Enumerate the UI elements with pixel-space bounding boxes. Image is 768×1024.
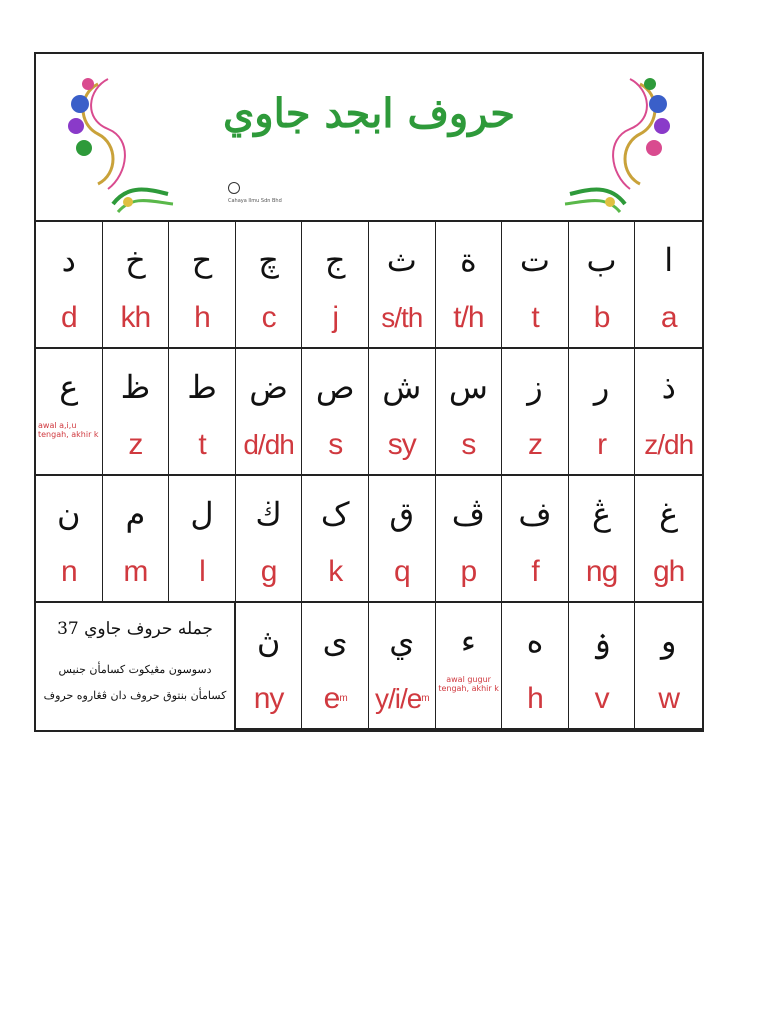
jawi-letter: ڽ	[256, 622, 281, 660]
letter-cell	[436, 603, 503, 730]
letter-cell	[569, 476, 636, 603]
letter-cell	[103, 476, 170, 603]
letter-cell	[569, 349, 636, 476]
latin-text: e	[323, 682, 340, 715]
letter-cell	[103, 222, 170, 349]
latin-text: sy	[387, 428, 416, 461]
letter-cell	[369, 349, 436, 476]
latin-equivalent	[569, 556, 635, 588]
jawi-letter: ف	[518, 495, 552, 533]
latin-text: m	[123, 555, 148, 588]
latin-text: z	[527, 428, 542, 461]
latin-equivalent	[103, 302, 169, 334]
latin-equivalent	[502, 302, 568, 334]
jawi-letter: خ	[125, 241, 146, 279]
latin-equivalent	[36, 302, 102, 334]
jawi-letter: ر	[593, 368, 610, 406]
latin-equivalent	[436, 556, 502, 588]
letter-cell	[569, 222, 636, 349]
latin-equivalent	[635, 429, 702, 461]
letter-cell	[436, 349, 503, 476]
latin-text: s	[328, 428, 343, 461]
jawi-letter: ض	[249, 368, 288, 406]
latin-equivalent	[436, 302, 502, 334]
letter-cell	[436, 476, 503, 603]
latin-text: t	[531, 301, 539, 334]
latin-text: n	[60, 555, 77, 588]
latin-equivalent	[369, 302, 435, 334]
logo-text: Cahaya Ilmu Sdn Bhd	[228, 198, 282, 204]
jawi-letter: ي	[389, 622, 415, 660]
letter-cell	[302, 349, 369, 476]
letter-cell	[236, 476, 303, 603]
jawi-letter: ء	[460, 622, 476, 660]
letter-cell	[302, 222, 369, 349]
position-note: awal a,i,u tengah, akhir k	[38, 421, 99, 439]
letter-cell	[369, 603, 436, 730]
logo-icon	[228, 182, 240, 194]
letter-cell	[502, 476, 569, 603]
latin-text: ng	[585, 555, 618, 588]
letter-cell	[502, 222, 569, 349]
latin-text: gh	[653, 555, 685, 588]
latin-equivalent	[236, 556, 302, 588]
latin-equivalent	[302, 302, 368, 334]
latin-text: c	[261, 301, 276, 334]
latin-text: f	[531, 555, 539, 588]
latin-equivalent	[302, 556, 368, 588]
letter-cell	[236, 349, 303, 476]
jawi-letter: ۏ	[592, 622, 611, 660]
latin-equivalent	[569, 683, 635, 715]
jawi-alphabet-chart	[34, 52, 704, 732]
letter-cell	[502, 349, 569, 476]
jawi-letter: غ	[659, 495, 679, 533]
latin-equivalent	[236, 302, 302, 334]
latin-text: t/h	[453, 301, 484, 334]
latin-text: h	[527, 682, 543, 715]
latin-equivalent	[635, 302, 702, 334]
latin-text: kh	[120, 301, 151, 334]
jawi-letter: ت	[519, 241, 551, 279]
latin-equivalent	[502, 556, 568, 588]
latin-equivalent	[635, 683, 702, 715]
letter-cell	[436, 222, 503, 349]
latin-equivalent	[169, 429, 235, 461]
jawi-letter: ص	[315, 368, 355, 406]
chart-title: حروف ابجد جاوي	[222, 90, 516, 137]
jawi-letter: ب	[586, 241, 617, 279]
latin-equivalent	[502, 429, 568, 461]
latin-text: z/dh	[644, 429, 694, 460]
letter-cell	[236, 603, 303, 730]
latin-equivalent	[436, 429, 502, 461]
jawi-letter: ة	[460, 241, 477, 279]
letter-cell	[169, 476, 236, 603]
letter-cell	[169, 349, 236, 476]
latin-text: k	[328, 555, 343, 588]
publisher-logo	[228, 182, 298, 212]
jawi-letter: ڠ	[592, 495, 612, 533]
letter-cell	[36, 476, 103, 603]
latin-equivalent	[369, 429, 435, 461]
latin-text: z	[128, 428, 143, 461]
jawi-letter: س	[448, 368, 488, 406]
jawi-letter: ل	[190, 495, 214, 533]
latin-superscript: m	[339, 693, 347, 704]
latin-equivalent	[302, 683, 368, 715]
latin-equivalent	[236, 683, 302, 715]
letter-cell	[635, 349, 702, 476]
latin-text: w	[658, 682, 680, 715]
latin-equivalent	[236, 429, 302, 461]
latin-text: r	[597, 428, 607, 461]
latin-text: p	[460, 555, 477, 588]
letter-cell	[635, 603, 702, 730]
letter-cell	[369, 222, 436, 349]
jawi-letter: م	[125, 495, 146, 533]
latin-text: s	[461, 428, 476, 461]
jawi-letter: ث	[386, 241, 417, 279]
letter-cell	[635, 476, 702, 603]
latin-text: ny	[253, 682, 284, 715]
info-arrangement-detail: کسامأن بنتوق حروف دان ڤڠاروه حروف	[43, 689, 227, 702]
letter-cell	[569, 603, 636, 730]
jawi-letter: د	[61, 241, 76, 279]
latin-text: j	[332, 301, 339, 334]
latin-text: l	[199, 555, 205, 588]
letter-cell	[635, 222, 702, 349]
info-total: جمله حروف جاوي 37	[57, 619, 213, 639]
latin-equivalent	[36, 556, 102, 588]
jawi-letter: ط	[187, 368, 217, 406]
latin-equivalent	[169, 302, 235, 334]
jawi-letter: ى	[322, 622, 348, 660]
jawi-letter: ڬ	[255, 495, 282, 533]
jawi-letter: ز	[527, 368, 543, 406]
latin-text: a	[660, 301, 677, 334]
letter-cell	[369, 476, 436, 603]
jawi-letter: ح	[191, 241, 213, 279]
floral-ornament-right	[560, 64, 680, 214]
jawi-letter: چ	[258, 241, 279, 279]
jawi-letter: ک	[320, 495, 350, 533]
latin-equivalent	[302, 429, 368, 461]
latin-text: y/i/e	[374, 683, 422, 714]
letter-cell	[103, 349, 170, 476]
jawi-letter: و	[660, 622, 677, 660]
jawi-letter: ج	[324, 241, 346, 279]
latin-text: h	[194, 301, 210, 334]
jawi-letter: ش	[382, 368, 422, 406]
latin-equivalent	[502, 683, 568, 715]
jawi-letter: ق	[389, 495, 415, 533]
latin-text: s/th	[381, 302, 423, 333]
jawi-letter: ڤ	[451, 495, 485, 533]
jawi-letter: ن	[57, 495, 81, 533]
info-arrangement: دسوسون مڠيکوت کسامأن جنيس	[58, 663, 212, 676]
jawi-letter: ه	[526, 622, 544, 660]
chart-header	[36, 54, 702, 222]
jawi-letter: ع	[59, 368, 79, 406]
latin-equivalent	[169, 556, 235, 588]
position-note: awal gugur tengah, akhir k	[438, 675, 499, 693]
latin-text: d/dh	[243, 429, 294, 460]
latin-equivalent	[569, 302, 635, 334]
jawi-letter: ظ	[120, 368, 151, 406]
latin-text: d	[60, 301, 77, 334]
letter-cell	[502, 603, 569, 730]
letter-cell	[169, 222, 236, 349]
latin-superscript: m	[421, 693, 429, 704]
letter-cell	[36, 349, 103, 476]
latin-equivalent	[103, 429, 169, 461]
latin-equivalent	[635, 556, 702, 588]
latin-text: q	[393, 555, 410, 588]
letter-cell	[36, 222, 103, 349]
jawi-letter: ذ	[661, 368, 676, 406]
latin-text: b	[593, 301, 610, 334]
latin-equivalent	[569, 429, 635, 461]
letter-cell	[302, 603, 369, 730]
letter-cell	[236, 222, 303, 349]
latin-equivalent	[103, 556, 169, 588]
letter-cell	[302, 476, 369, 603]
latin-equivalent	[369, 556, 435, 588]
jawi-letter: ا	[664, 241, 674, 279]
latin-text: v	[594, 682, 609, 715]
latin-text: t	[198, 428, 206, 461]
latin-equivalent	[369, 683, 435, 715]
floral-ornament-left	[58, 64, 178, 214]
latin-text: g	[260, 555, 277, 588]
info-box	[36, 603, 236, 730]
